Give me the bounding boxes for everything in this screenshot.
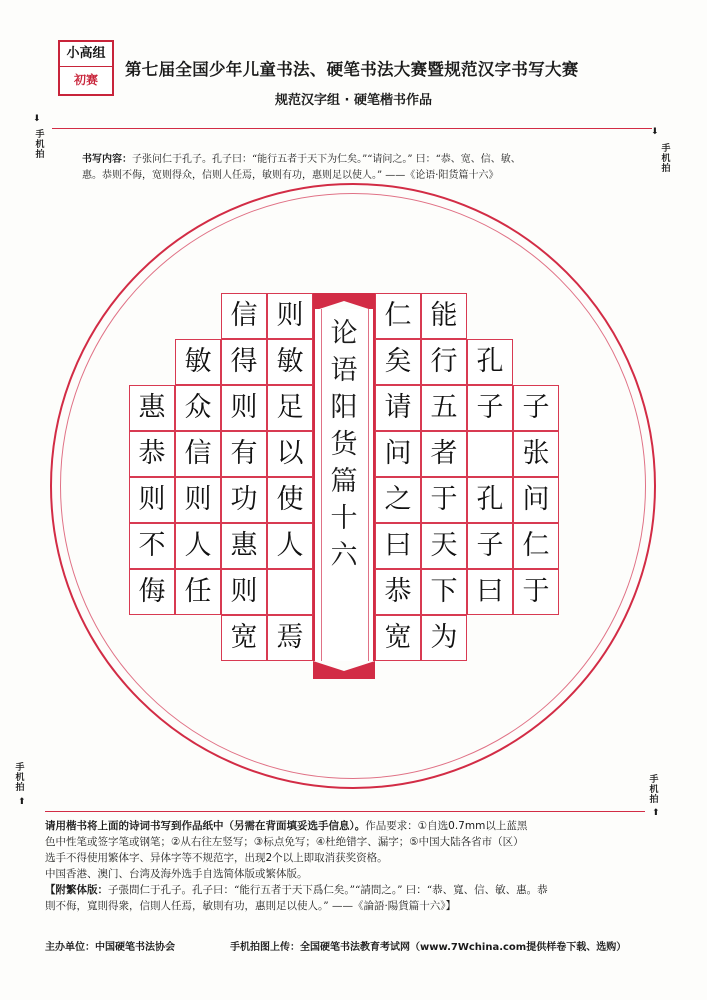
camera-icon: ⬇︎ [33, 114, 41, 124]
badge-round: 初赛 [73, 73, 98, 87]
grid-right-cell: 行 [421, 339, 467, 385]
instructions-line-4: 中国香港、澳门、台湾及海外选手自选简体版或繁体版。 [45, 868, 308, 880]
grid-right-cell: 问 [513, 477, 559, 523]
grid-left-cell: 敏 [267, 339, 313, 385]
instructions-line-3: 选手不得使用繁体字、异体字等不规范字，出现2个以上即取消获奖资格。 [45, 852, 388, 864]
grid-left-cell: 以 [267, 431, 313, 477]
grid-left-cell: 信 [221, 293, 267, 339]
instructions-line-1: 作品要求：①自选0.7mm以上蓝黑 [365, 820, 528, 832]
banner-char: 论 [330, 318, 358, 349]
grid-left-cell: 功 [221, 477, 267, 523]
grid-left-cell: 宽 [221, 615, 267, 661]
grid-left-cell: 则 [267, 293, 313, 339]
appendix-line-2: 則不侮，寬則得衆，信則人任焉，敏則有功，惠則足以使人。” ——《論語·陽貨篇十六》】 [45, 900, 457, 912]
grid-left-cell: 任 [175, 569, 221, 615]
side-label-bottom-right: 手机拍 [649, 775, 659, 805]
appendix-label: 【附繁体版： [45, 884, 108, 896]
grid-left-cell: 不 [129, 523, 175, 569]
banner-char: 十 [330, 503, 358, 534]
bottom-divider [45, 811, 645, 812]
grid-right-cell: 之 [375, 477, 421, 523]
banner-char: 货 [330, 429, 358, 460]
grid-right-cell: 天 [421, 523, 467, 569]
grid-right-cell: 者 [421, 431, 467, 477]
grid-left-cell: 有 [221, 431, 267, 477]
grid-right-cell: 曰 [375, 523, 421, 569]
banner-char: 六 [330, 540, 358, 571]
page-subtitle: 规范汉字组 · 硬笔楷书作品 [275, 93, 432, 108]
organizer: 主办单位：中国硬笔书法协会 [45, 942, 175, 953]
grid-right-cell: 五 [421, 385, 467, 431]
page-title: 第七届全国少年儿童书法、硬笔书法大赛暨规范汉字书写大赛 [125, 60, 579, 79]
grid-left-cell: 则 [221, 569, 267, 615]
title-banner [313, 293, 375, 677]
grid-left-cell: 惠 [221, 523, 267, 569]
grid-left-cell: 则 [175, 477, 221, 523]
grid-left-cell: 恭 [129, 431, 175, 477]
grid-right-cell: 于 [513, 569, 559, 615]
grid-left-cell: 敏 [175, 339, 221, 385]
grid-left-cell: 则 [129, 477, 175, 523]
content-line-2: 惠。恭则不侮，宽则得众，信则人任焉，敏则有功，惠则足以使人。” ——《论语·阳货篇十六》 [82, 170, 499, 181]
grid-left-cell: 人 [267, 523, 313, 569]
grid-left-cell: 则 [221, 385, 267, 431]
upload-info: 手机拍图上传：全国硬笔书法教育考试网（www.7Wchina.com提供样卷下载、选购） [230, 942, 627, 953]
group-badge [58, 40, 114, 96]
grid-right-cell: 仁 [513, 523, 559, 569]
grid-left-cell: 信 [175, 431, 221, 477]
grid-right-cell: 孔 [467, 339, 513, 385]
grid-right-cell: 曰 [467, 569, 513, 615]
camera-icon: ⬇︎ [651, 127, 659, 137]
top-divider [52, 128, 652, 129]
grid-right-cell: 能 [421, 293, 467, 339]
grid-right-cell: 矣 [375, 339, 421, 385]
banner-char: 阳 [330, 392, 358, 423]
grid-left-cell: 众 [175, 385, 221, 431]
banner-bottom-ornament [313, 659, 375, 679]
grid-right-cell: 子 [467, 385, 513, 431]
grid-right-cell: 仁 [375, 293, 421, 339]
banner-text [313, 315, 375, 574]
camera-icon: ⬆︎ [652, 808, 660, 818]
content-label: 书写内容： [82, 154, 132, 165]
grid-left-cell: 惠 [129, 385, 175, 431]
appendix-line-1: 子張問仁于孔子。孔子曰：“能行五者于天下爲仁矣。”“請問之。” 曰：“恭、寬、信、敏、惠。恭 [108, 884, 548, 896]
grid-left-cell: 侮 [129, 569, 175, 615]
instructions-line-2: 色中性笔或签字笔或钢笔；②从右往左竖写；③标点免写；④杜绝错字、漏字；⑤中国大陆各省市（区） [45, 836, 524, 848]
banner-char: 篇 [330, 466, 358, 497]
grid-right-cell: 恭 [375, 569, 421, 615]
badge-group: 小高组 [60, 42, 112, 67]
grid-right-cell: 子 [467, 523, 513, 569]
grid-right-cell: 子 [513, 385, 559, 431]
grid-left-cell: 人 [175, 523, 221, 569]
grid-right-cell: 宽 [375, 615, 421, 661]
grid-left-cell: 得 [221, 339, 267, 385]
grid-right-cell [467, 431, 513, 477]
grid-right-cell: 张 [513, 431, 559, 477]
instructions-lead: 请用楷书将上面的诗词书写到作品纸中（另需在背面填妥选手信息）。 [45, 820, 366, 832]
banner-char: 语 [330, 355, 358, 386]
grid-right-cell: 于 [421, 477, 467, 523]
instructions [45, 818, 657, 914]
side-label-bottom-left: 手机拍 [15, 763, 25, 793]
grid-right-cell: 孔 [467, 477, 513, 523]
side-label-top-left: 手机拍 [35, 130, 45, 160]
content-line-1: 子张问仁于孔子。孔子曰：“能行五者于天下为仁矣。”“请问之。” 曰：“恭、宽、信、敏、 [132, 154, 521, 165]
content-text [82, 152, 642, 184]
grid-left-cell [267, 569, 313, 615]
side-label-top-right: 手机拍 [661, 144, 671, 174]
grid-left-cell: 使 [267, 477, 313, 523]
grid-right-cell: 下 [421, 569, 467, 615]
camera-icon: ⬆︎ [18, 797, 26, 807]
grid-right-cell: 问 [375, 431, 421, 477]
grid-left-cell: 足 [267, 385, 313, 431]
grid-right-cell: 为 [421, 615, 467, 661]
grid-right-cell: 请 [375, 385, 421, 431]
grid-left-cell: 焉 [267, 615, 313, 661]
